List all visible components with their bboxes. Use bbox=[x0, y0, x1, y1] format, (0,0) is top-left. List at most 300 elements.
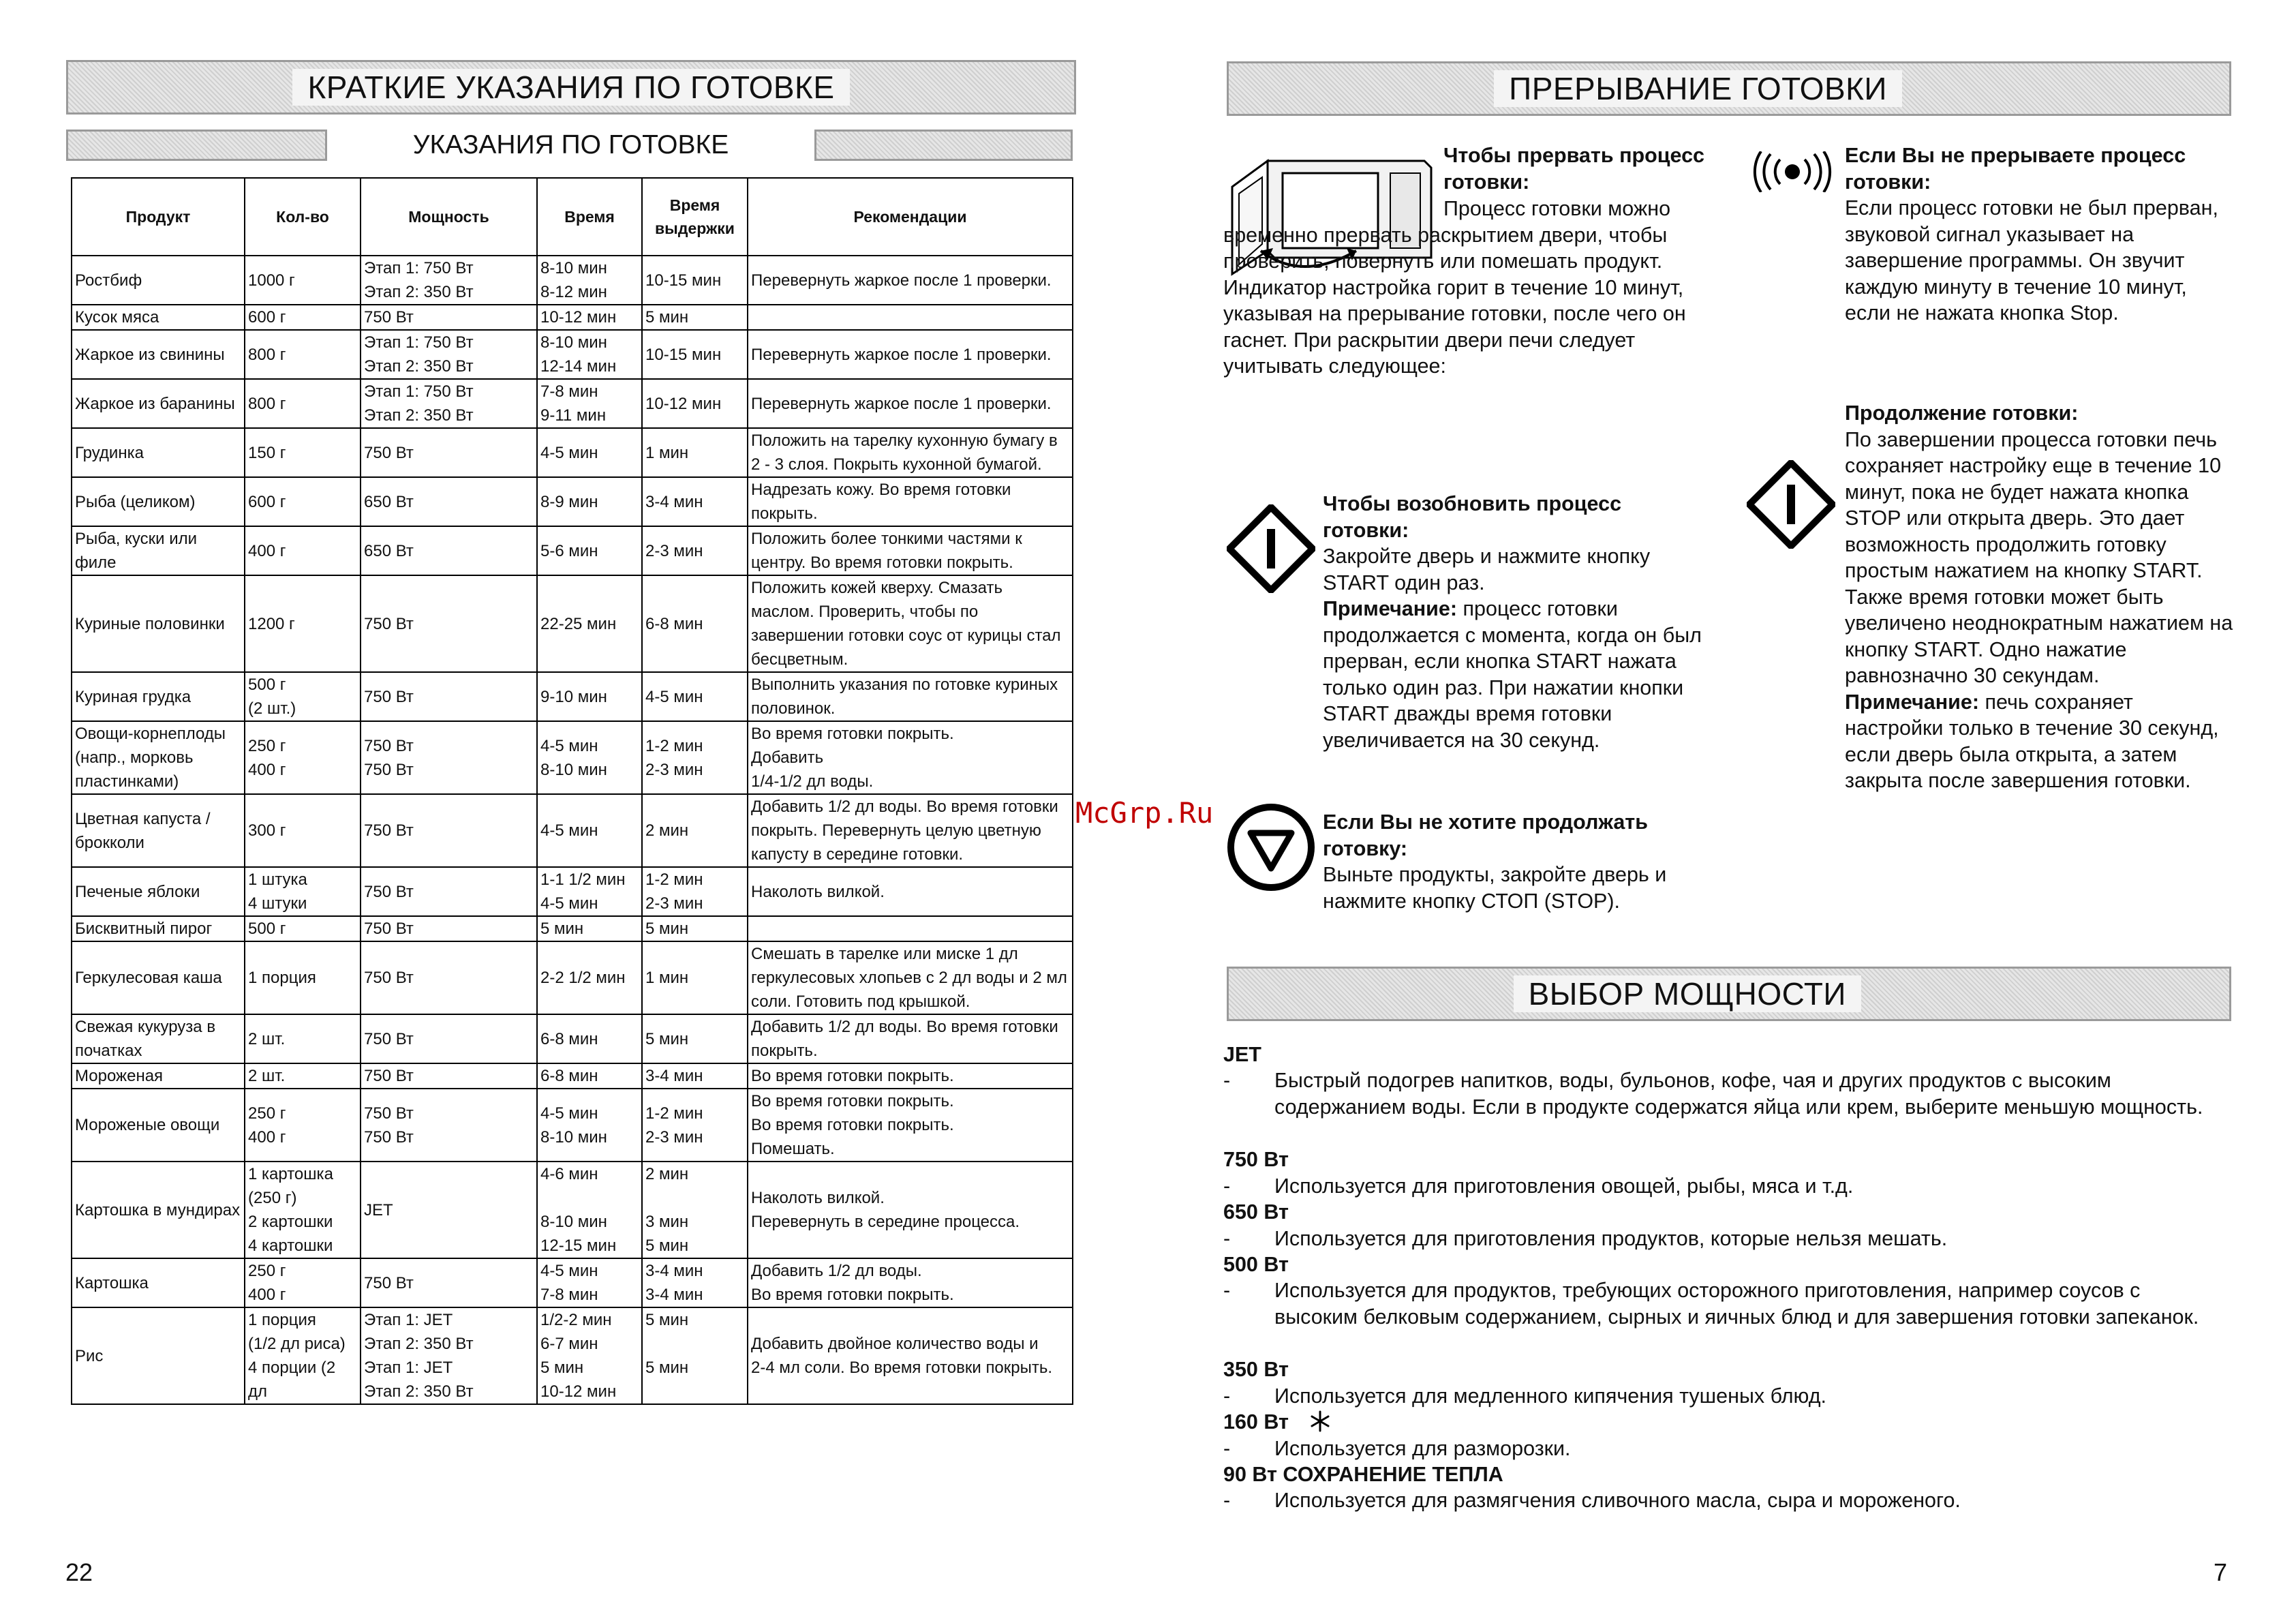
cell-line: 1 мин bbox=[645, 969, 689, 987]
table-cell-rest bbox=[642, 672, 748, 721]
cell-line: 12-15 мин bbox=[540, 1237, 617, 1255]
table-cell-product bbox=[72, 1307, 245, 1404]
table-cell-rest bbox=[642, 916, 748, 941]
power-label: 750 Вт bbox=[1223, 1148, 1289, 1171]
cell-line: 2 мин bbox=[645, 1165, 689, 1183]
table-cell-time bbox=[537, 1063, 642, 1089]
cell-line: 2-3 мин bbox=[645, 760, 703, 779]
table-cell-qty bbox=[245, 1307, 361, 1404]
cell-line: Кусок мяса bbox=[75, 308, 159, 327]
cell-line: Перевернуть жаркое после 1 проверки. bbox=[751, 345, 1052, 364]
bullet-dash: - bbox=[1223, 1279, 1231, 1302]
continue-block bbox=[1845, 400, 2233, 794]
table-cell-qty bbox=[245, 1089, 361, 1162]
table-cell-power bbox=[361, 721, 537, 794]
table-row bbox=[72, 941, 1073, 1014]
cell-line: Этап 1: JET bbox=[364, 1359, 453, 1377]
cell-line: Этап 2: 350 Вт bbox=[364, 1382, 474, 1401]
table-row bbox=[72, 477, 1073, 526]
table-cell-time bbox=[537, 526, 642, 575]
table-row bbox=[72, 721, 1073, 794]
cell-line: 2-3 мин bbox=[645, 541, 703, 560]
page-number-right: 7 bbox=[2214, 1558, 2228, 1586]
cell-line: Добавить 1/2 дл воды. bbox=[751, 1262, 922, 1280]
cell-line: 10-12 мин bbox=[540, 1382, 617, 1401]
cell-line: 650 Вт bbox=[364, 492, 414, 511]
table-row bbox=[72, 428, 1073, 477]
cell-line: 400 г bbox=[248, 541, 286, 560]
table-cell-rec bbox=[748, 526, 1073, 575]
table-cell-qty bbox=[245, 256, 361, 305]
cell-line: Рыба, куски или филе bbox=[75, 530, 198, 572]
table-cell-product bbox=[72, 721, 245, 794]
table-cell-rec bbox=[748, 672, 1073, 721]
table-cell-product bbox=[72, 867, 245, 916]
table-body bbox=[72, 256, 1073, 1404]
cell-line: 1 штука bbox=[248, 870, 307, 889]
table-row bbox=[72, 1307, 1073, 1404]
table-cell-rec bbox=[748, 477, 1073, 526]
interrupt-heading: Чтобы прервать процесс готовки: bbox=[1443, 144, 1704, 194]
cell-line: Наколоть вилкой. bbox=[751, 882, 885, 901]
cell-line: 1200 г bbox=[248, 614, 295, 633]
cell-line: 750 Вт bbox=[364, 1127, 414, 1147]
table-cell-rec bbox=[748, 867, 1073, 916]
table-cell-rest bbox=[642, 1063, 748, 1089]
cell-line: 2 шт. bbox=[248, 1029, 286, 1048]
cell-line: Картошка bbox=[75, 1273, 149, 1292]
cell-line: 2-3 мин bbox=[645, 894, 703, 913]
power-desc: Используется для приготовления продуктов, которые нельзя мешать. bbox=[1274, 1227, 1948, 1250]
cell-line: 1-2 мин bbox=[645, 1104, 703, 1123]
table-cell-rec bbox=[748, 1258, 1073, 1307]
cell-line: Этап 1: 750 Вт bbox=[364, 333, 474, 352]
power-label: 350 Вт bbox=[1223, 1358, 1289, 1381]
cell-line: 2-2 1/2 мин bbox=[540, 969, 626, 987]
table-cell-rest bbox=[642, 256, 748, 305]
cell-line: Этап 2: 350 Вт bbox=[364, 283, 474, 301]
cell-line: Во время готовки покрыть. bbox=[751, 1286, 954, 1304]
power-desc: Быстрый подогрев напитков, воды, бульонов, кофе, чая и других продуктов с высоким содержанием воды. Если в продукте содержатся яйца или крем, выберите меньшую мощность. bbox=[1274, 1069, 2203, 1119]
cell-line: 400 г bbox=[248, 1127, 286, 1147]
snowflake-icon bbox=[1308, 1410, 1332, 1433]
cell-line: 5 мин bbox=[540, 1359, 584, 1377]
table-cell-qty bbox=[245, 428, 361, 477]
cell-line: 8-12 мин bbox=[540, 283, 607, 301]
cell-line: 750 Вт bbox=[364, 736, 414, 755]
cell-line: 10-15 мин bbox=[645, 271, 722, 290]
table-row bbox=[72, 1063, 1073, 1089]
power-desc: Используется для приготовления овощей, рыбы, мяса и т.д. bbox=[1274, 1174, 1854, 1198]
table-cell-power bbox=[361, 1258, 537, 1307]
table-cell-time bbox=[537, 256, 642, 305]
power-label: 90 Вт СОХРАНЕНИЕ ТЕПЛА bbox=[1223, 1463, 1503, 1486]
cell-line: 750 Вт bbox=[364, 1273, 414, 1292]
table-cell-rec bbox=[748, 305, 1073, 330]
table-cell-qty bbox=[245, 721, 361, 794]
cell-line: Свежая кукуруза в початках bbox=[75, 1018, 216, 1060]
table-cell-rest bbox=[642, 1258, 748, 1307]
power-label: 160 Вт bbox=[1223, 1410, 1289, 1434]
table-cell-rest bbox=[642, 1307, 748, 1404]
cell-line: 750 Вт bbox=[364, 1104, 414, 1123]
stop-body: Выньте продукты, закройте дверь и нажмите кнопку СТОП (STOP). bbox=[1323, 863, 1667, 913]
cell-line: 10-12 мин bbox=[645, 394, 722, 413]
table-row bbox=[72, 794, 1073, 867]
cell-line: 750 Вт bbox=[364, 1029, 414, 1048]
cell-line: Перевернуть жаркое после 1 проверки. bbox=[751, 271, 1052, 290]
cell-line: 7-8 мин bbox=[540, 382, 598, 401]
interrupt-title: ПРЕРЫВАНИЕ ГОТОВКИ bbox=[1494, 70, 1902, 107]
continue-note-label: Примечание: bbox=[1845, 690, 1980, 714]
table-cell-product bbox=[72, 672, 245, 721]
cell-line: 4-5 мин bbox=[540, 894, 598, 913]
cell-line: 4-5 мин bbox=[540, 821, 598, 840]
table-cell-rec bbox=[748, 1014, 1073, 1063]
cell-line: 4-5 мин bbox=[540, 1262, 598, 1280]
cell-line: Рыба (целиком) bbox=[75, 492, 196, 511]
cell-line: 750 Вт bbox=[364, 443, 414, 462]
cell-line: 650 Вт bbox=[364, 541, 414, 560]
cell-line: 2 картошки bbox=[248, 1213, 333, 1231]
power-label: 500 Вт bbox=[1223, 1253, 1289, 1276]
cell-line: 750 Вт bbox=[364, 969, 414, 987]
cell-line: 4-5 мин bbox=[540, 1104, 598, 1123]
table-cell-power bbox=[361, 256, 537, 305]
cell-line: Жаркое из свинины bbox=[75, 345, 225, 364]
table-cell-product bbox=[72, 941, 245, 1014]
table-cell-time bbox=[537, 672, 642, 721]
table-cell-power bbox=[361, 379, 537, 428]
cell-line: Добавить 1/2 дл воды. Во время готовки покрыть. bbox=[751, 1018, 1058, 1060]
table-cell-rest bbox=[642, 305, 748, 330]
cell-line: 3-4 мин bbox=[645, 1286, 703, 1304]
table-cell-product bbox=[72, 1014, 245, 1063]
table-cell-qty bbox=[245, 305, 361, 330]
table-row bbox=[72, 330, 1073, 379]
cell-line: 1 порция bbox=[248, 1311, 316, 1329]
table-row bbox=[72, 526, 1073, 575]
cell-line: 8-10 мин bbox=[540, 1213, 607, 1231]
table-cell-rest bbox=[642, 477, 748, 526]
table-row bbox=[72, 1089, 1073, 1162]
cell-line bbox=[645, 1186, 744, 1210]
cell-line: Во время готовки покрыть. bbox=[751, 1092, 954, 1110]
cell-line: 22-25 мин bbox=[540, 614, 617, 633]
table-cell-time bbox=[537, 1014, 642, 1063]
power-label: 650 Вт bbox=[1223, 1200, 1289, 1224]
cell-line: Надрезать кожу. Во время готовки покрыть. bbox=[751, 481, 1011, 523]
power-desc: Используется для размягчения сливочного масла, сыра и мороженого. bbox=[1274, 1489, 1961, 1512]
not-interrupted-heading: Если Вы не прерываете процесс готовки: bbox=[1845, 144, 2186, 194]
cell-line: 800 г bbox=[248, 394, 286, 413]
power-label: JET bbox=[1223, 1043, 1261, 1066]
cell-line: 5 мин bbox=[645, 1237, 689, 1255]
cell-line: Мороженые овощи bbox=[75, 1116, 220, 1134]
table-cell-rec bbox=[748, 1063, 1073, 1089]
cell-line: 400 г bbox=[248, 760, 286, 779]
cell-line: 4-5 мин bbox=[540, 736, 598, 755]
table-cell-power bbox=[361, 428, 537, 477]
table-row bbox=[72, 916, 1073, 941]
cooking-guide-banner bbox=[66, 60, 1076, 115]
cooking-guide-title: КРАТКИЕ УКАЗАНИЯ ПО ГОТОВКЕ bbox=[292, 69, 849, 106]
cell-line: 1 картошка bbox=[248, 1165, 333, 1183]
table-cell-product bbox=[72, 256, 245, 305]
cell-line: 750 Вт bbox=[364, 882, 414, 901]
stop-block bbox=[1323, 809, 1732, 914]
power-title: ВЫБОР МОЩНОСТИ bbox=[1514, 975, 1861, 1012]
cell-line: 6-7 мин bbox=[540, 1335, 598, 1353]
cell-line: Добавить 1/2 дл воды. Во время готовки покрыть. Перевернуть целую цветную капусту в середине готовки. bbox=[751, 798, 1058, 864]
power-desc: Используется для разморозки. bbox=[1274, 1437, 1571, 1460]
continue-note: печь сохраняет настройки только в течение 30 секунд, если дверь была открыта, а затем закрыта после завершения готовки. bbox=[1845, 690, 2219, 792]
cell-line bbox=[540, 1186, 639, 1210]
table-cell-time bbox=[537, 379, 642, 428]
table-cell-rec bbox=[748, 1162, 1073, 1258]
cell-line: 750 Вт bbox=[364, 821, 414, 840]
cell-line: Картошка в мундирах bbox=[75, 1200, 241, 1219]
table-cell-qty bbox=[245, 672, 361, 721]
not-interrupted-body: Если процесс готовки не был прерван, звуковой сигнал указывает на завершение программы. Он звучит каждую минуту в течение 10 минут, если не нажата кнопка Stop. bbox=[1845, 196, 2218, 324]
cell-line: 5 мин bbox=[645, 1029, 689, 1048]
start-diamond-icon bbox=[1747, 460, 1835, 549]
table-cell-power bbox=[361, 330, 537, 379]
table-cell-time bbox=[537, 1089, 642, 1162]
table-cell-rest bbox=[642, 428, 748, 477]
cooking-instructions-subtitle: УКАЗАНИЯ ПО ГОТОВКЕ bbox=[412, 130, 729, 160]
table-cell-qty bbox=[245, 330, 361, 379]
bullet-dash: - bbox=[1223, 1069, 1231, 1092]
cell-line: Печеные яблоки bbox=[75, 882, 200, 901]
cell-line: 5 мин bbox=[645, 1311, 689, 1329]
table-cell-power bbox=[361, 526, 537, 575]
interrupt-banner bbox=[1227, 61, 2231, 116]
cell-line: Мороженая bbox=[75, 1067, 164, 1085]
table-cell-qty bbox=[245, 1258, 361, 1307]
cell-line: Бисквитный пирог bbox=[75, 920, 213, 938]
table-cell-product bbox=[72, 916, 245, 941]
table-row bbox=[72, 1014, 1073, 1063]
bullet-dash: - bbox=[1223, 1437, 1231, 1460]
table-cell-rec bbox=[748, 721, 1073, 794]
table-cell-rest bbox=[642, 575, 748, 672]
table-cell-qty bbox=[245, 941, 361, 1014]
cell-line: 8-10 мин bbox=[540, 1127, 607, 1147]
cell-line: Помешать. bbox=[751, 1140, 835, 1158]
cell-line: 2 шт. bbox=[248, 1067, 286, 1085]
cell-line: Положить на тарелку кухонную бумагу в 2 - 3 слоя. Покрыть кухонной бумагой. bbox=[751, 431, 1058, 474]
cell-line: 8-10 мин bbox=[540, 760, 607, 779]
table-cell-qty bbox=[245, 794, 361, 867]
table-cell-power bbox=[361, 305, 537, 330]
cell-line: 9-11 мин bbox=[540, 406, 607, 425]
cell-line: 300 г bbox=[248, 821, 286, 840]
table-row bbox=[72, 1258, 1073, 1307]
cell-line: (250 г) bbox=[248, 1189, 297, 1207]
table-header-col-recommendations: Рекомендации bbox=[748, 178, 1073, 256]
cell-line: Этап 2: 350 Вт bbox=[364, 357, 474, 376]
table-cell-power bbox=[361, 1014, 537, 1063]
table-cell-rec bbox=[748, 1089, 1073, 1162]
table-cell-time bbox=[537, 428, 642, 477]
table-cell-power bbox=[361, 1162, 537, 1258]
cell-line: 1 порция bbox=[248, 969, 316, 987]
table-cell-qty bbox=[245, 867, 361, 916]
cell-line: 6-8 мин bbox=[540, 1067, 598, 1085]
cell-line: 10-15 мин bbox=[645, 345, 722, 364]
power-banner bbox=[1227, 967, 2231, 1021]
table-cell-product bbox=[72, 305, 245, 330]
cell-line: Рис bbox=[75, 1346, 104, 1365]
table-cell-rest bbox=[642, 1162, 748, 1258]
cell-line: 400 г bbox=[248, 1286, 286, 1304]
cell-line: 7-8 мин bbox=[540, 1286, 598, 1304]
table-row bbox=[72, 305, 1073, 330]
cell-line: 5 мин bbox=[540, 920, 584, 938]
table-cell-rec bbox=[748, 575, 1073, 672]
cell-line: 3 мин bbox=[645, 1213, 689, 1231]
cell-line: Положить кожей кверху. Смазать маслом. Проверить, чтобы по завершении готовки соус от курицы стал бесцветным. bbox=[751, 579, 1061, 669]
table-cell-product bbox=[72, 1063, 245, 1089]
cell-line: 3-4 мин bbox=[645, 1262, 703, 1280]
table-cell-power bbox=[361, 1063, 537, 1089]
cell-line: 4-6 мин bbox=[540, 1165, 598, 1183]
table-cell-power bbox=[361, 1089, 537, 1162]
cell-line: Добавить bbox=[751, 748, 824, 767]
resume-block bbox=[1323, 491, 1704, 753]
table-cell-power bbox=[361, 672, 537, 721]
cell-line: 5 мин bbox=[645, 308, 689, 327]
cell-line: 1/2-2 мин bbox=[540, 1311, 612, 1329]
power-desc: Используется для медленного кипячения тушеных блюд. bbox=[1274, 1384, 1826, 1408]
cell-line: 2-4 мл соли. Во время готовки покрыть. bbox=[751, 1359, 1053, 1377]
table-cell-qty bbox=[245, 1063, 361, 1089]
sub-banner-left-stripe bbox=[66, 130, 327, 161]
sub-banner-right-stripe bbox=[814, 130, 1073, 161]
cell-line: 800 г bbox=[248, 345, 286, 364]
cell-line: Ростбиф bbox=[75, 271, 142, 290]
cell-line: 750 Вт bbox=[364, 920, 414, 938]
watermark: McGrp.Ru bbox=[1075, 796, 1214, 830]
table-cell-rec bbox=[748, 330, 1073, 379]
cell-line: 6-8 мин bbox=[540, 1029, 598, 1048]
cell-line: 500 г bbox=[248, 676, 286, 694]
table-cell-rec bbox=[748, 428, 1073, 477]
table-cell-rest bbox=[642, 941, 748, 1014]
table-cell-time bbox=[537, 330, 642, 379]
table-cell-product bbox=[72, 477, 245, 526]
interrupt-body bbox=[1223, 196, 1714, 380]
table-cell-time bbox=[537, 1162, 642, 1258]
cell-line: 9-10 мин bbox=[540, 687, 607, 706]
table-cell-rest bbox=[642, 867, 748, 916]
table-cell-power bbox=[361, 1307, 537, 1404]
table-cell-rest bbox=[642, 379, 748, 428]
table-row bbox=[72, 1162, 1073, 1258]
cell-line: 8-9 мин bbox=[540, 492, 598, 511]
cell-line: (2 шт.) bbox=[248, 699, 296, 718]
table-cell-power bbox=[361, 916, 537, 941]
cell-line: 250 г bbox=[248, 1104, 286, 1123]
cell-line: Во время готовки покрыть. bbox=[751, 725, 954, 743]
table-cell-time bbox=[537, 1307, 642, 1404]
table-cell-rest bbox=[642, 330, 748, 379]
cell-line: Этап 1: JET bbox=[364, 1311, 453, 1329]
sound-signal-icon bbox=[1745, 151, 1840, 192]
table-cell-qty bbox=[245, 575, 361, 672]
cell-line: 10-12 мин bbox=[540, 308, 617, 327]
start-diamond-icon bbox=[1227, 504, 1315, 593]
cell-line: 4-5 мин bbox=[540, 443, 598, 462]
table-cell-rest bbox=[642, 1014, 748, 1063]
cell-line: 250 г bbox=[248, 1262, 286, 1280]
cell-line: Положить более тонкими частями к центру. Во время готовки покрыть. bbox=[751, 530, 1022, 572]
resume-note-label: Примечание: bbox=[1323, 597, 1458, 620]
cell-line: Этап 1: 750 Вт bbox=[364, 382, 474, 401]
table-cell-power bbox=[361, 477, 537, 526]
cell-line: 6-8 мин bbox=[645, 614, 703, 633]
cell-line: 4 штуки bbox=[248, 894, 307, 913]
table-row bbox=[72, 379, 1073, 428]
table-cell-power bbox=[361, 867, 537, 916]
cell-line: Овощи-корнеплоды (напр., морковь пластинками) bbox=[75, 725, 226, 791]
cell-line: Этап 1: 750 Вт bbox=[364, 259, 474, 277]
cell-line: Наколоть вилкой. bbox=[751, 1189, 885, 1207]
table-row bbox=[72, 867, 1073, 916]
cell-line: 750 Вт bbox=[364, 308, 414, 327]
table-cell-qty bbox=[245, 1162, 361, 1258]
table-cell-power bbox=[361, 575, 537, 672]
table-cell-rec bbox=[748, 941, 1073, 1014]
table-row bbox=[72, 672, 1073, 721]
table-cell-time bbox=[537, 305, 642, 330]
interrupt-body-text: Процесс готовки можно временно прервать раскрытием двери, чтобы проверить, повернуть или помешать продукт. Индикатор настройка горит в течение 10 минут, указывая на прерывание готовки, после чего он гаснет. При раскрытии двери печи следует учитывать следующее: bbox=[1223, 197, 1686, 378]
cell-line: 150 г bbox=[248, 443, 286, 462]
table-cell-qty bbox=[245, 916, 361, 941]
table-cell-product bbox=[72, 526, 245, 575]
cooking-table bbox=[71, 177, 1073, 1405]
cell-line: 500 г bbox=[248, 920, 286, 938]
table-cell-product bbox=[72, 330, 245, 379]
table-cell-rest bbox=[642, 526, 748, 575]
table-cell-time bbox=[537, 941, 642, 1014]
resume-note: процесс готовки продолжается с момента, когда он был прерван, если кнопка START нажата только один раз. При нажатии кнопки START дважды время готовки увеличивается на 30 секунд. bbox=[1323, 597, 1702, 752]
cell-line: 1000 г bbox=[248, 271, 295, 290]
table-cell-product bbox=[72, 428, 245, 477]
table-cell-rest bbox=[642, 721, 748, 794]
table-cell-product bbox=[72, 794, 245, 867]
bullet-dash: - bbox=[1223, 1227, 1231, 1250]
stop-circle-icon bbox=[1227, 803, 1315, 892]
power-desc: Используется для продуктов, требующих осторожного приготовления, например соусов с высоким белковым содержанием, сырных и яичных блюд и для завершения готовки запеканок. bbox=[1274, 1279, 2199, 1329]
table-cell-qty bbox=[245, 1014, 361, 1063]
cell-line: 8-10 мин bbox=[540, 259, 607, 277]
table-cell-power bbox=[361, 794, 537, 867]
table-header-col-qty: Кол-во bbox=[245, 178, 361, 256]
table-header-col-power: Мощность bbox=[361, 178, 537, 256]
table-cell-product bbox=[72, 379, 245, 428]
cell-line: Добавить двойное количество воды и bbox=[751, 1335, 1039, 1353]
cell-line: Геркулесовая каша bbox=[75, 969, 222, 987]
table-cell-rec bbox=[748, 794, 1073, 867]
bullet-dash: - bbox=[1223, 1384, 1231, 1408]
cell-line: 3-4 мин bbox=[645, 492, 703, 511]
cell-line: Этап 2: 350 Вт bbox=[364, 406, 474, 425]
table-cell-rec bbox=[748, 1307, 1073, 1404]
table-header-col-time: Время bbox=[537, 178, 642, 256]
table-cell-time bbox=[537, 477, 642, 526]
